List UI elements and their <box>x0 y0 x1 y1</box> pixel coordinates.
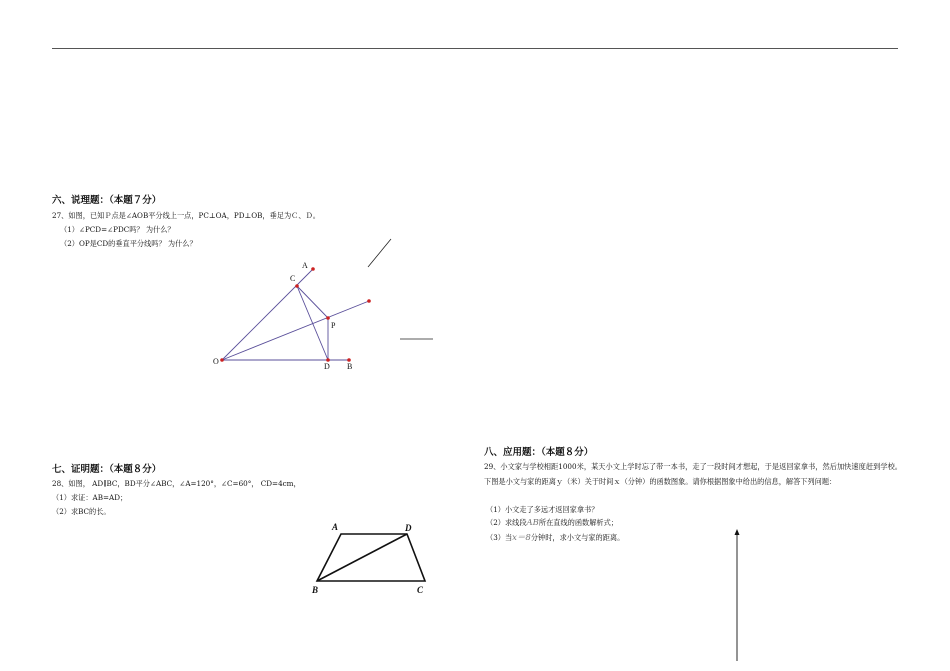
y-axis-arrow <box>735 529 740 535</box>
q29-part2 <box>486 516 618 531</box>
label-trap-A: A <box>332 522 339 532</box>
q27-stem: 27、如图，已知Ｐ点是∠AOB平分线上一点，PC⊥OA，PD⊥OB，垂足为Ｃ、Ｄ。 <box>52 211 320 220</box>
q29-part2-text-b: 所在直线的函数解析式； <box>538 518 618 527</box>
point-A <box>311 267 315 271</box>
q29-part3 <box>486 531 624 546</box>
diagonal-BD <box>317 534 407 581</box>
q28-trapezoid <box>317 534 425 581</box>
trapezoid-ABCD <box>317 534 425 581</box>
section6-title: 六、说理题：（本题７分） <box>52 195 162 206</box>
q29-distance-time-chart <box>700 525 890 671</box>
point-O <box>220 358 224 362</box>
stray-mark <box>368 239 391 267</box>
point-P <box>326 316 330 320</box>
label-trap-D: D <box>405 523 412 533</box>
ray-OA <box>222 269 313 360</box>
label-C: C <box>290 274 296 283</box>
q29-part2-text: （2）求线段 <box>486 518 527 527</box>
segment-PC <box>297 286 328 318</box>
label-trap-B: B <box>312 585 319 595</box>
q27-part2: （2）OP是CD的垂直平分线吗？ 为什么？ <box>60 239 197 248</box>
q28-part1: （1）求证：AB=AD； <box>52 493 128 502</box>
q29-stem: 29、小文家与学校相距1000米，某天小文上学时忘了带一本书，走了一段时间才想起，于是返回家拿书，然后加快速度赶到学校。下图是小文与家的距离ｙ（米）关于时间ｘ（分钟）的函数图象。请你根据图象中给出的信息，解答下列问题： <box>484 462 902 486</box>
label-trap-C: C <box>417 585 424 595</box>
q29-part3-var: x＝8 <box>512 533 531 543</box>
section7-title: 七、证明题：（本题８分） <box>52 464 162 475</box>
q29-part1: （1）小文走了多远才返回家拿书？ <box>486 505 599 514</box>
q28-part2: （2）求BC的长。 <box>52 507 111 516</box>
label-P: P <box>331 321 336 330</box>
label-B: B <box>347 362 353 371</box>
segment-CD <box>297 286 328 360</box>
section8-title: 八、应用题：（本题８分） <box>484 447 594 458</box>
q29-part3-text: （3）当 <box>486 533 513 542</box>
ray-OP <box>222 301 369 360</box>
label-O: O <box>213 357 219 366</box>
q29-part2-var: AB <box>526 518 539 528</box>
label-D: D <box>324 362 330 371</box>
point-C <box>295 284 299 288</box>
q28-stem: 28、如图， AD∥BC，BD平分∠ABC，∠A=120°，∠C=60°， CD=4cm， <box>52 479 301 488</box>
q29-part3-text-b: 分钟时，求小文与家的距离。 <box>530 533 625 542</box>
label-A: A <box>302 261 308 270</box>
ray-end-point <box>367 299 371 303</box>
q27-part1: （1）∠PCD=∠PDC吗？ 为什么？ <box>60 225 175 234</box>
